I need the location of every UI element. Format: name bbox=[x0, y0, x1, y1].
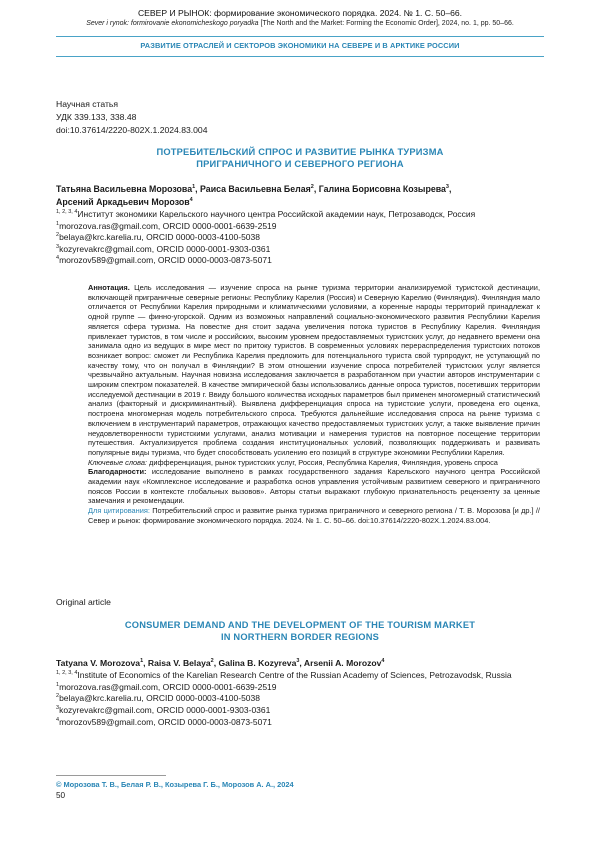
author-name: Galina B. Kozyreva bbox=[218, 658, 297, 668]
affiliation-block-en bbox=[56, 670, 560, 729]
article-title-ru bbox=[60, 146, 540, 170]
citation-label: Для цитирования: bbox=[88, 506, 150, 516]
affiliation bbox=[56, 209, 560, 221]
page-number: 50 bbox=[56, 791, 66, 800]
contact-text: morozov589@gmail.com, ORCID 0000-0003-0873-5071 bbox=[59, 716, 272, 727]
section-divider bbox=[56, 56, 544, 57]
contact-text: morozov589@gmail.com, ORCID 0000-0003-0873-5071 bbox=[59, 255, 272, 266]
author-contact bbox=[56, 693, 560, 705]
citation-text: Потребительский спрос и развитие рынка туризма приграничного и северного региона / Т. В. Морозова [и др.] // Север и рынок: формирование экономического порядка. 2024. № 1. С. 50–66. doi:10.37614/2220-802X.1.2024.83.004. bbox=[88, 506, 540, 525]
title-line: IN NORTHERN BORDER REGIONS bbox=[220, 632, 380, 642]
author-contact bbox=[56, 255, 560, 267]
copyright-notice: © Морозова Т. В., Белая Р. В., Козырева Г. Б., Морозов А. А., 2024 bbox=[56, 780, 294, 789]
author-name: Arsenii A. Morozov bbox=[303, 658, 382, 668]
affiliation-block-ru bbox=[56, 209, 560, 267]
author-sup: 4 bbox=[189, 197, 193, 204]
abstract-paragraph bbox=[88, 283, 540, 458]
contact-text: morozova.ras@gmail.com, ORCID 0000-0001-6639-2519 bbox=[59, 681, 277, 692]
abstract-label: Аннотация. bbox=[88, 283, 130, 292]
author-sep: , bbox=[195, 184, 201, 194]
journal-details-en: [The North and the Market: Forming the Economic Order], 2024, no. 1, pp. 50–66. bbox=[258, 20, 514, 27]
author-sep: , bbox=[213, 658, 219, 668]
keywords-paragraph bbox=[88, 458, 540, 468]
title-line: CONSUMER DEMAND AND THE DEVELOPMENT OF THE TOURISM MARKET bbox=[124, 620, 476, 630]
author-name: Галина Борисовна Козырева bbox=[318, 184, 446, 194]
author-sep: , bbox=[143, 658, 148, 668]
contact-sup: 3 bbox=[56, 705, 60, 712]
author-contact bbox=[56, 232, 560, 244]
author-sup: 2 bbox=[210, 658, 214, 665]
title-line: ПОТРЕБИТЕЛЬСКИЙ СПРОС И РАЗВИТИЕ РЫНКА ТУРИЗМА bbox=[156, 147, 444, 157]
header-divider bbox=[56, 36, 544, 37]
running-header bbox=[0, 8, 600, 29]
author-name: Раиса Васильевна Белая bbox=[200, 184, 311, 194]
acknowledgements-label: Благодарности: bbox=[88, 467, 147, 477]
original-article-label: Original article bbox=[56, 597, 111, 607]
abstract-block bbox=[88, 283, 540, 526]
footer-divider bbox=[56, 775, 166, 776]
contact-text: kozyrevakrc@gmail.com, ORCID 0000-0001-9303-0361 bbox=[59, 705, 271, 716]
author-sup: 3 bbox=[296, 658, 300, 665]
journal-citation-ru: СЕВЕР И РЫНОК: формирование экономического порядка. 2024. № 1. С. 50–66. bbox=[137, 8, 463, 18]
section-heading: РАЗВИТИЕ ОТРАСЛЕЙ И СЕКТОРОВ ЭКОНОМИКИ НА СЕВЕРЕ И В АРКТИКЕ РОССИИ bbox=[140, 41, 460, 50]
affiliation-sup: 1, 2, 3, 4 bbox=[56, 670, 78, 677]
journal-citation-en bbox=[0, 19, 600, 29]
author-name: Татьяна Васильевна Морозова bbox=[56, 184, 193, 194]
contact-text: morozova.ras@gmail.com, ORCID 0000-0001-6639-2519 bbox=[59, 220, 277, 231]
author-sup: 1 bbox=[192, 184, 196, 191]
contact-sup: 1 bbox=[56, 681, 60, 688]
affiliation bbox=[56, 670, 560, 682]
author-name: Raisa V. Belaya bbox=[147, 658, 211, 668]
author-sep: , bbox=[448, 184, 452, 194]
author-list-ru bbox=[56, 183, 560, 209]
contact-sup: 2 bbox=[56, 693, 60, 700]
author-name: Tatyana V. Morozova bbox=[56, 658, 141, 668]
author-sup: 3 bbox=[445, 184, 449, 191]
affiliation-text: Institute of Economics of the Karelian Research Centre of the Russian Academy of Sciences, Petrozavodsk, Russia bbox=[77, 670, 512, 680]
contact-sup: 4 bbox=[56, 255, 60, 262]
contact-sup: 2 bbox=[56, 232, 60, 239]
contact-text: kozyrevakrc@gmail.com, ORCID 0000-0001-9303-0361 bbox=[59, 243, 271, 254]
journal-name-en: Sever i rynok: formirovanie ekonomicheskogo poryadka bbox=[86, 20, 259, 27]
author-list-en bbox=[56, 657, 560, 670]
acknowledgements-text: исследование выполнено в рамках государственного задания Карельского научного центра Российской академии наук «Комплексное исследование и разработка основ управления устойчивым развитием северного и приграничного поясов России в контексте глобальных вызовов». Авторы статьи выражают глубокую признательность рецензенту за ценные замечания и рекомендации. bbox=[88, 467, 540, 506]
keywords-text: дифференциация, рынок туристских услуг, Россия, Республика Карелия, Финляндия, уровень спроса bbox=[146, 457, 498, 467]
author-contact bbox=[56, 705, 560, 717]
author-contact bbox=[56, 682, 560, 694]
affiliation-sup: 1, 2, 3, 4 bbox=[56, 209, 78, 216]
author-contact bbox=[56, 244, 560, 256]
author-name: Арсений Аркадьевич Морозов bbox=[56, 197, 190, 207]
udc-code: УДК 339.133, 338.48 bbox=[56, 111, 137, 122]
contact-sup: 4 bbox=[56, 716, 60, 723]
author-sup: 4 bbox=[381, 658, 385, 665]
author-sup: 2 bbox=[310, 184, 314, 191]
article-title-en bbox=[60, 619, 540, 643]
author-sep: , bbox=[299, 658, 304, 668]
doi: doi:10.37614/2220-802X.1.2024.83.004 bbox=[56, 124, 208, 135]
title-line: ПРИГРАНИЧНОГО И СЕВЕРНОГО РЕГИОНА bbox=[196, 159, 404, 169]
author-sep: , bbox=[313, 184, 319, 194]
author-contact bbox=[56, 221, 560, 233]
contact-sup: 3 bbox=[56, 243, 60, 250]
contact-text: belaya@krc.karelia.ru, ORCID 0000-0003-4100-5038 bbox=[59, 232, 260, 243]
acknowledgements-paragraph bbox=[88, 467, 540, 506]
citation-paragraph bbox=[88, 506, 540, 525]
contact-text: belaya@krc.karelia.ru, ORCID 0000-0003-4100-5038 bbox=[59, 693, 260, 704]
author-sup: 1 bbox=[140, 658, 144, 665]
affiliation-text: Институт экономики Карельского научного центра Российской академии наук, Петрозаводск, Россия bbox=[77, 209, 476, 219]
author-contact bbox=[56, 717, 560, 729]
contact-sup: 1 bbox=[56, 220, 60, 227]
abstract-text: Цель исследования — изучение спроса на рынке туризма территории анализируемой туристской дестинации, включающей приграничные северные регионы: Республику Карелия (Россия) и Северную Карелию (Финляндия). Финляндия мало отличается от Республики Карелия природными и климатическими условиями, а коренные народы территорий принадлежат к одной группе — финно-угорской. Одним из возможных направлений социально-экономического развития Республики Карелия является сфера туризма. На повестке дня стоит задача увеличения потока туристов в Республику Карелия. Финляндия привлекает туристов, в том числе и российских, высоким уровнем предоставляемых туристских услуг, до недавнего времени она занимала одно из ведущих в мире мест по притоку туристов. В современных условиях перераспределения туристских потоков возникает вопрос: сможет ли Республика Карелия предложить для потенциального туриста свой турпродукт, не уступающий по качеству тому, что он получал в Финляндии? В этом отношении изучение спроса потребителей туристских услуг является чрезвычайно актуальным. Научная новизна исследования заключается в разработанном при участии авторов инструментарии с широким спектром показателей. В качестве эмпирической базы использовались данные опроса туристов, посетивших территории исследуемой дестинации в 2019 г. Ввиду большого количества исходных параметров был применен многомерный статистический анализ (факторный и дискриминантный). Выявлена дифференциация спроса на туристские услуги, проведена его оценка, построена многомерная модель потребительского спроса. Требуются дальнейшие исследования спроса на рынке туризма с включением в инструментарий параметров, отражающих качество предоставляемых туристских услуг, а также выявление причин неудовлетворенности туристскими услугами, анализ мотивации и намерения туристов на повторное посещение территории путешествия. Актуализируется проблема создания институциональных условий, позволяющих поддерживать и развивать популярные виды туризма, что будет способствовать усилению его позиций в структуре экономики Республики Карелия. bbox=[88, 283, 540, 457]
article-type: Научная статья bbox=[56, 99, 119, 109]
article-meta bbox=[56, 98, 207, 136]
keywords-label: Ключевые слова: bbox=[88, 457, 147, 467]
